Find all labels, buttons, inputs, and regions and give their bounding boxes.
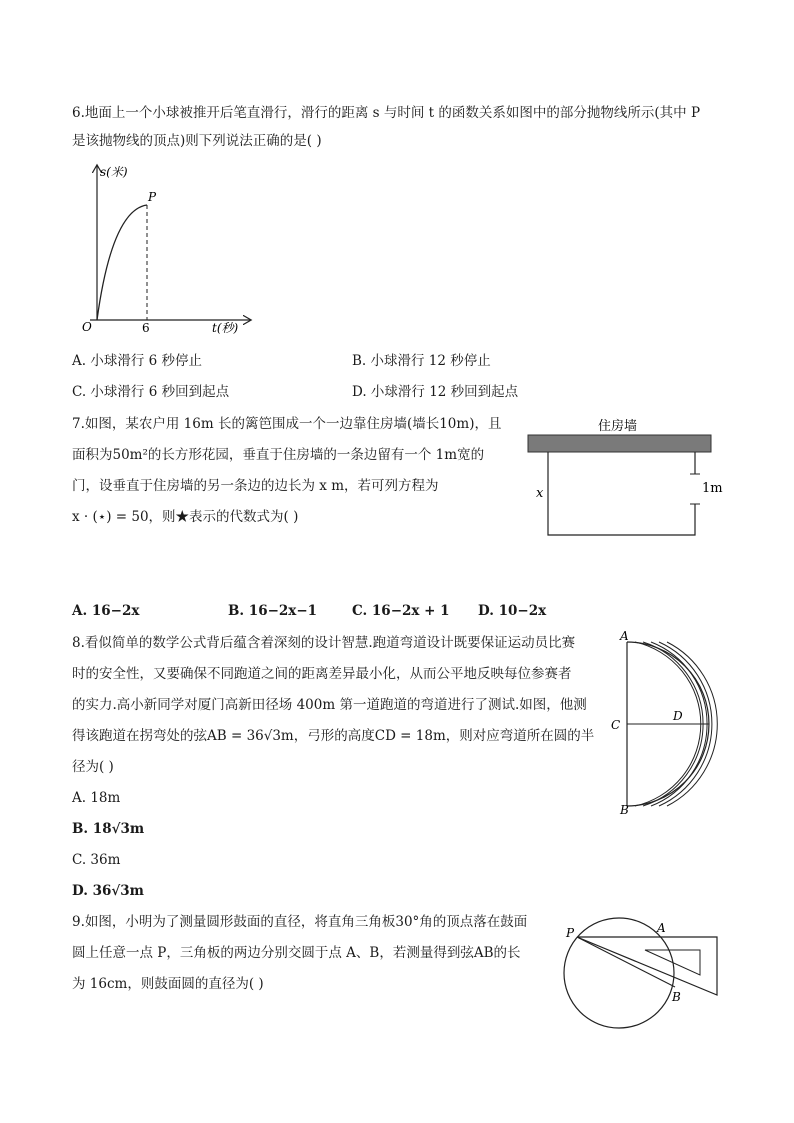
parabola-curve [97,205,147,320]
q7-option-d[interactable]: D. 10−2x [478,603,547,619]
q8-stem-line1: 8.看似简单的数学公式背后蕴含着深刻的设计智慧.跑道弯道设计既要保证运动员比赛 [72,635,576,651]
q8-stem-line3: 的实力.高小新同学对厦门高新田径场 400m 第一道跑道的弯道进行了测试.如图，他测 [72,697,587,713]
q7-garden-figure [520,412,730,547]
q6-option-d[interactable]: D. 小球滑行 12 秒回到起点 [352,384,519,400]
q7-option-b[interactable]: B. 16−2x−1 [228,603,318,619]
q7-stem-line2: 面积为50m²的长方形花园，垂直于住房墙的一条边留有一个 1m宽的 [72,447,485,463]
house-wall [528,435,711,452]
triangle-hypotenuse [577,937,675,987]
q8-option-a[interactable]: A. 18m [72,790,121,806]
q6-option-a[interactable]: A. 小球滑行 6 秒停止 [72,353,203,369]
label-a: A [620,629,629,643]
triangle-outer [577,937,717,995]
q8-option-d[interactable]: D. 36√3m [72,883,144,899]
label-c: C [611,718,621,732]
q6-option-c[interactable]: C. 小球滑行 6 秒回到起点 [72,384,230,400]
label-p: P [566,926,575,940]
q6-stem-line1: 6.地面上一个小球被推开后笔直滑行，滑行的距离 s 与时间 t 的函数关系如图中的部分抛物线所示(其中 P [72,105,701,121]
q7-stem-line1: 7.如图，某农户用 16m 长的篱笆围成一个一边靠住房墙(墙长10m)，且 [72,416,502,432]
q7-option-c[interactable]: C. 16−2x + 1 [352,603,450,619]
side-x-label: x [536,486,544,501]
q9-stem-line3: 为 16cm，则鼓面圆的直径为( ) [72,976,264,992]
label-b: B [672,990,681,1004]
q8-stem-line4: 得该跑道在拐弯处的弦AB = 36√3m，弓形的高度CD = 18m，则对应弯道所在圆的半 [72,728,595,744]
vertex-label: P [148,190,157,204]
q9-circle-figure [555,915,730,1035]
q7-stem-line4: x · (⋆) = 50，则★表示的代数式为( ) [72,509,299,525]
x-axis-label: t(秒) [212,321,239,335]
origin-label: O [82,320,92,334]
q8-track-figure [605,628,725,818]
q9-stem-line2: 圆上任意一点 P，三角板的两边分别交圆于点 A、B，若测量得到弦AB的长 [72,945,521,961]
label-d: D [673,709,683,723]
wall-label: 住房墙 [598,419,638,434]
x-tick-6: 6 [142,321,150,335]
triangle-inner [645,950,700,975]
label-b: B [620,803,629,817]
q6-option-b[interactable]: B. 小球滑行 12 秒停止 [352,353,491,369]
q6-stem-line2: 是该抛物线的顶点)则下列说法正确的是( ) [72,133,322,149]
q7-option-a[interactable]: A. 16−2x [72,603,140,619]
q7-stem-line3: 门，设垂直于住房墙的另一条边的边长为 x m，若可列方程为 [72,478,439,494]
y-axis-label: s(米) [100,165,128,179]
q8-option-b[interactable]: B. 18√3m [72,821,145,837]
q9-stem-line1: 9.如图，小明为了测量圆形鼓面的直径，将直角三角板30°角的顶点落在鼓面 [72,914,528,930]
q6-parabola-figure [70,160,260,340]
door-label: 1m [702,481,723,496]
fence [548,452,695,535]
q8-stem-line5: 径为( ) [72,759,114,775]
q8-stem-line2: 时的安全性，又要确保不同跑道之间的距离差异最小化，从而公平地反映每位参赛者 [72,666,572,682]
label-a: A [657,921,666,935]
q8-option-c[interactable]: C. 36m [72,852,121,868]
